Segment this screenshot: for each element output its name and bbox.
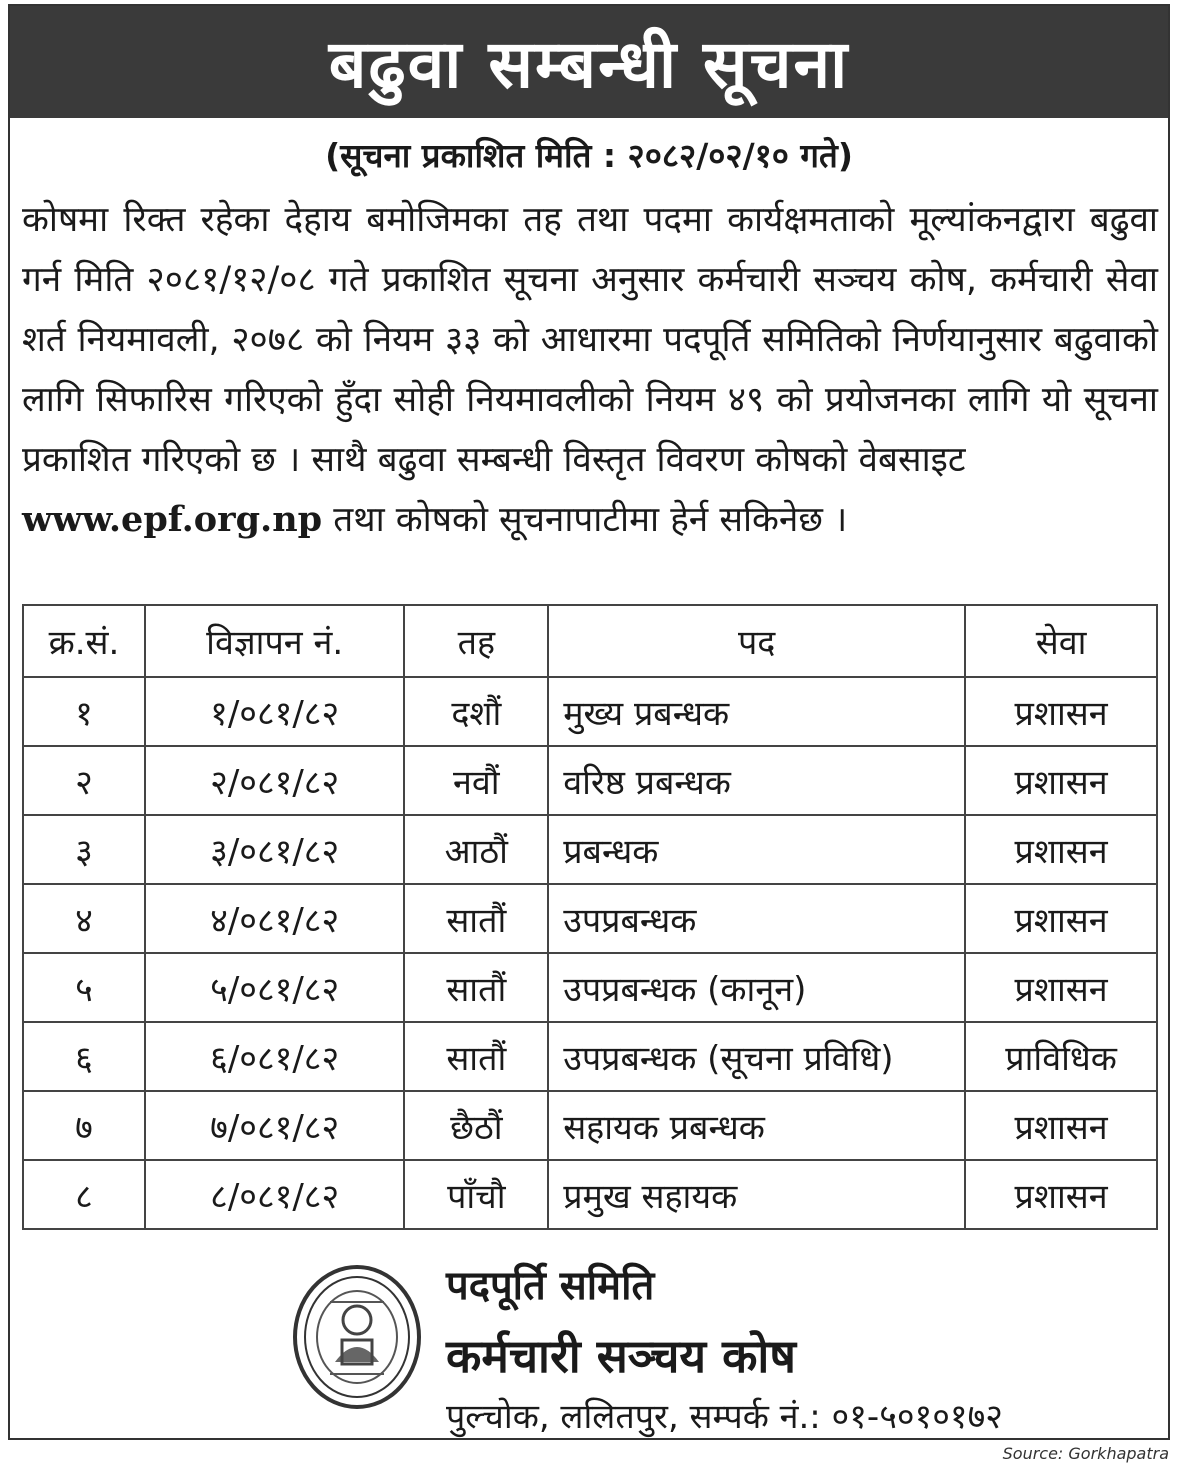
cell-service: प्रशासन (965, 677, 1157, 746)
cell-level: पाँचौ (404, 1160, 548, 1229)
cell-ad-number: ४/०८१/८२ (145, 884, 405, 953)
cell-level: छैठौं (404, 1091, 548, 1160)
cell-level: दशौं (404, 677, 548, 746)
table-row (23, 815, 1157, 884)
cell-serial: २ (23, 746, 145, 815)
cell-ad-number: ५/०८१/८२ (145, 953, 405, 1022)
cell-post: सहायक प्रबन्धक (548, 1091, 965, 1160)
cell-ad-number: ७/०८१/८२ (145, 1091, 405, 1160)
cell-post: प्रमुख सहायक (548, 1160, 965, 1229)
table-row (23, 1022, 1157, 1091)
organization-seal-icon (290, 1262, 424, 1412)
cell-post: उपप्रबन्धक (कानून) (548, 953, 965, 1022)
cell-service: प्रशासन (965, 1160, 1157, 1229)
cell-level: सातौं (404, 1022, 548, 1091)
cell-serial: ८ (23, 1160, 145, 1229)
header-ad-number: विज्ञापन नं. (145, 605, 405, 677)
cell-level: सातौं (404, 953, 548, 1022)
cell-serial: ४ (23, 884, 145, 953)
table-row (23, 953, 1157, 1022)
cell-service: प्रशासन (965, 815, 1157, 884)
cell-post: उपप्रबन्धक (548, 884, 965, 953)
cell-level: नवौं (404, 746, 548, 815)
notice-frame (8, 4, 1170, 1440)
table-row (23, 677, 1157, 746)
cell-level: सातौं (404, 884, 548, 953)
notice-title: बढुवा सम्बन्धी सूचना (10, 6, 1168, 118)
source-credit: Source: Gorkhapatra (1002, 1444, 1169, 1463)
cell-level: आठौं (404, 815, 548, 884)
cell-ad-number: ८/०८१/८२ (145, 1160, 405, 1229)
organization-name: कर्मचारी सञ्चय कोष (446, 1329, 796, 1383)
cell-service: प्रशासन (965, 884, 1157, 953)
cell-ad-number: २/०८१/८२ (145, 746, 405, 815)
website-link[interactable]: www.epf.org.np (22, 499, 323, 540)
cell-ad-number: १/०८१/८२ (145, 677, 405, 746)
header-level: तह (404, 605, 548, 677)
cell-service: प्राविधिक (965, 1022, 1157, 1091)
cell-post: मुख्य प्रबन्धक (548, 677, 965, 746)
header-service: सेवा (965, 605, 1157, 677)
table-row (23, 884, 1157, 953)
cell-serial: ६ (23, 1022, 145, 1091)
table-row (23, 1091, 1157, 1160)
body-text-end: तथा कोषको सूचनापाटीमा हेर्न सकिनेछ । (333, 500, 848, 540)
notice-body (22, 190, 1158, 550)
cell-serial: ३ (23, 815, 145, 884)
cell-service: प्रशासन (965, 1091, 1157, 1160)
cell-serial: ५ (23, 953, 145, 1022)
cell-post: प्रबन्धक (548, 815, 965, 884)
contact-address: पुल्चोक, ललितपुर, सम्पर्क नं.: ०१-५०१०१७२ (446, 1397, 1003, 1437)
published-date: (सूचना प्रकाशित मिति : २०८२/०२/१० गते) (325, 136, 853, 175)
table-row (23, 1160, 1157, 1229)
cell-ad-number: ६/०८१/८२ (145, 1022, 405, 1091)
cell-ad-number: ३/०८१/८२ (145, 815, 405, 884)
promotion-table (22, 604, 1158, 1230)
table-header-row (23, 605, 1157, 677)
cell-serial: १ (23, 677, 145, 746)
cell-service: प्रशासन (965, 746, 1157, 815)
cell-serial: ७ (23, 1091, 145, 1160)
cell-service: प्रशासन (965, 953, 1157, 1022)
body-text: कोषमा रिक्त रहेका देहाय बमोजिमका तह तथा पदमा कार्यक्षमताको मूल्यांकनद्वारा बढुवा गर्न मिति २०८१/१२/०८ गते प्रकाशित सूचना अनुसार कर्मचारी सञ्चय कोष, कर्मचारी सेवा शर्त नियमावली, २०७८ को नियम ३३ को आधारमा पदपूर्ति समितिको निर्णयानुसार बढुवाको लागि सिफारिस गरिएको हुँदा सोही नियमावलीको नियम ४९ को प्रयोजनका लागि यो सूचना प्रकाशित गरिएको छ । साथै बढुवा सम्बन्धी विस्तृत विवरण कोषको वेबसाइट (22, 200, 1158, 480)
cell-post: वरिष्ठ प्रबन्धक (548, 746, 965, 815)
committee-name: पदपूर्ति समिति (446, 1263, 655, 1309)
header-serial: क्र.सं. (23, 605, 145, 677)
header-post: पद (548, 605, 965, 677)
cell-post: उपप्रबन्धक (सूचना प्रविधि) (548, 1022, 965, 1091)
table-row (23, 746, 1157, 815)
